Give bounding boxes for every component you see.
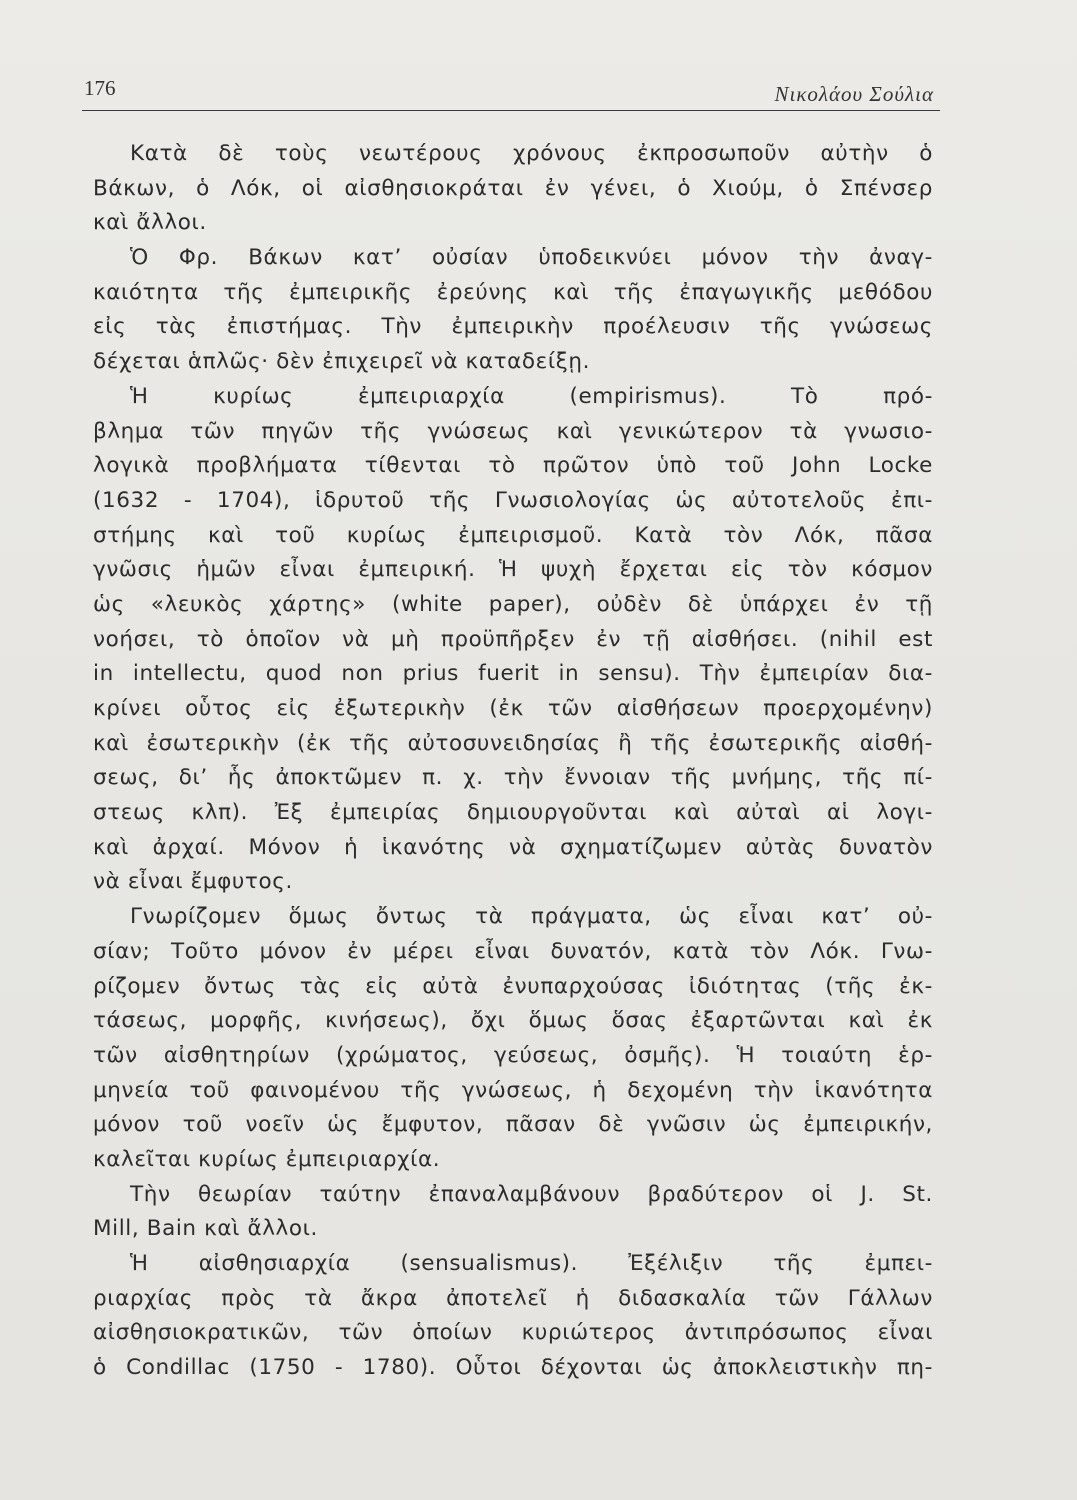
text-line: Ἡ κυρίως ἐμπειριαρχία (empirismus). Τὸ πρό-: [130, 383, 933, 409]
text-line: νὰ εἶναι ἔμφυτος.: [93, 869, 293, 895]
text-line: λογικὰ προβλήματα τίθενται τὸ πρῶτον ὑπὸ τοῦ John Locke: [93, 453, 933, 479]
text-line: εἰς τὰς ἐπιστήμας. Τὴν ἐμπειρικὴν προέλευσιν τῆς γνώσεως: [93, 314, 933, 340]
body-text: [93, 137, 933, 1386]
text-line: (1632 - 1704), ἱδρυτοῦ τῆς Γνωσιολογίας ὡς αὐτοτελοῦς ἐπι-: [93, 487, 933, 513]
text-line: Ὁ Φρ. Βάκων κατ’ οὐσίαν ὑποδεικνύει μόνον τὴν ἀναγ-: [130, 245, 933, 271]
text-line: ριαρχίας πρὸς τὰ ἄκρα ἀποτελεῖ ἡ διδασκαλία τῶν Γάλλων: [93, 1285, 933, 1311]
text-line: καλεῖται κυρίως ἐμπειριαρχία.: [93, 1146, 441, 1172]
text-line: μόνον τοῦ νοεῖν ὡς ἔμφυτον, πᾶσαν δὲ γνῶσιν ὡς ἐμπειρικήν,: [93, 1112, 933, 1138]
page-number: 176: [84, 76, 116, 100]
text-line: στήμης καὶ τοῦ κυρίως ἐμπειρισμοῦ. Κατὰ τὸν Λόκ, πᾶσα: [93, 522, 933, 548]
text-line: αἰσθησιοκρατικῶν, τῶν ὁποίων κυριώτερος ἀντιπρόσωπος εἶναι: [93, 1320, 933, 1346]
text-line: τάσεως, μορφῆς, κινήσεως), ὄχι ὅμως ὅσας ἐξαρτῶνται καὶ ἐκ: [93, 1008, 933, 1034]
text-line: σίαν; Τοῦτο μόνον ἐν μέρει εἶναι δυνατόν, κατὰ τὸν Λόκ. Γνω-: [93, 938, 933, 964]
running-head: Νικολάου Σούλια: [774, 82, 934, 106]
text-line: γνῶσις ἡμῶν εἶναι ἐμπειρική. Ἡ ψυχὴ ἔρχεται εἰς τὸν κόσμον: [93, 557, 933, 583]
text-line: κρίνει οὗτος εἰς ἐξωτερικὴν (ἐκ τῶν αἰσθήσεων προερχομένην): [93, 696, 933, 721]
text-line: Mill, Bain καὶ ἄλλοι.: [93, 1216, 318, 1242]
text-line: Ἡ αἰσθησιαρχία (sensualismus). Ἐξέλιξιν τῆς ἐμπει-: [130, 1251, 933, 1276]
text-line: βλημα τῶν πηγῶν τῆς γνώσεως καὶ γενικώτερον τὰ γνωσιο-: [93, 418, 933, 444]
text-line: καὶ ἄλλοι.: [93, 210, 207, 236]
text-line: Τὴν θεωρίαν ταύτην ἐπαναλαμβάνουν βραδύτερον οἱ J. St.: [130, 1181, 933, 1207]
page-header: [82, 72, 940, 111]
text-line: in intellectu, quod non prius fuerit in sensu). Τὴν ἐμπειρίαν δια-: [93, 661, 933, 687]
text-line: δέχεται ἁπλῶς· δὲν ἐπιχειρεῖ νὰ καταδείξῃ.: [93, 349, 591, 375]
text-line: Κατὰ δὲ τοὺς νεωτέρους χρόνους ἐκπροσωποῦν αὐτὴν ὁ: [130, 141, 933, 166]
text-line: μηνεία τοῦ φαινομένου τῆς γνώσεως, ἡ δεχομένη τὴν ἱκανότητα: [93, 1077, 933, 1103]
text-line: νοήσει, τὸ ὁποῖον νὰ μὴ προϋπῆρξεν ἐν τῇ αἰσθήσει. (nihil est: [93, 626, 933, 652]
text-line: ὡς «λευκὸς χάρτης» (white paper), οὐδὲν δὲ ὑπάρχει ἐν τῇ: [93, 591, 933, 617]
text-line: Βάκων, ὁ Λόκ, οἱ αἰσθησιοκράται ἐν γένει, ὁ Χιούμ, ὁ Σπένσερ: [93, 175, 933, 201]
text-line: Γνωρίζομεν ὅμως ὄντως τὰ πράγματα, ὡς εἶναι κατ’ οὐ-: [130, 904, 933, 930]
text-line: σεως, δι’ ἧς ἀποκτῶμεν π. χ. τὴν ἔννοιαν τῆς μνήμης, τῆς πί-: [93, 765, 933, 791]
text-line: τῶν αἰσθητηρίων (χρώματος, γεύσεως, ὀσμῆς). Ἡ τοιαύτη ἑρ-: [93, 1042, 933, 1068]
text-line: στεως κλπ). Ἐξ ἐμπειρίας δημιουργοῦνται καὶ αὐταὶ αἱ λογι-: [93, 800, 933, 826]
text-line: καιότητα τῆς ἐμπειρικῆς ἐρεύνης καὶ τῆς ἐπαγωγικῆς μεθόδου: [93, 279, 933, 305]
text-line: ὁ Condillac (1750 - 1780). Οὗτοι δέχονται ὡς ἀποκλειστικὴν πη-: [93, 1355, 933, 1381]
text-line: καὶ ἐσωτερικὴν (ἐκ τῆς αὐτοσυνειδησίας ἢ τῆς ἐσωτερικῆς αἰσθή-: [93, 730, 933, 756]
text-line: καὶ ἀρχαί. Μόνον ἡ ἱκανότης νὰ σχηματίζωμεν αὐτὰς δυνατὸν: [93, 834, 933, 860]
text-line: ρίζομεν ὄντως τὰς εἰς αὐτὰ ἐνυπαρχούσας ἰδιότητας (τῆς ἐκ-: [93, 973, 933, 999]
